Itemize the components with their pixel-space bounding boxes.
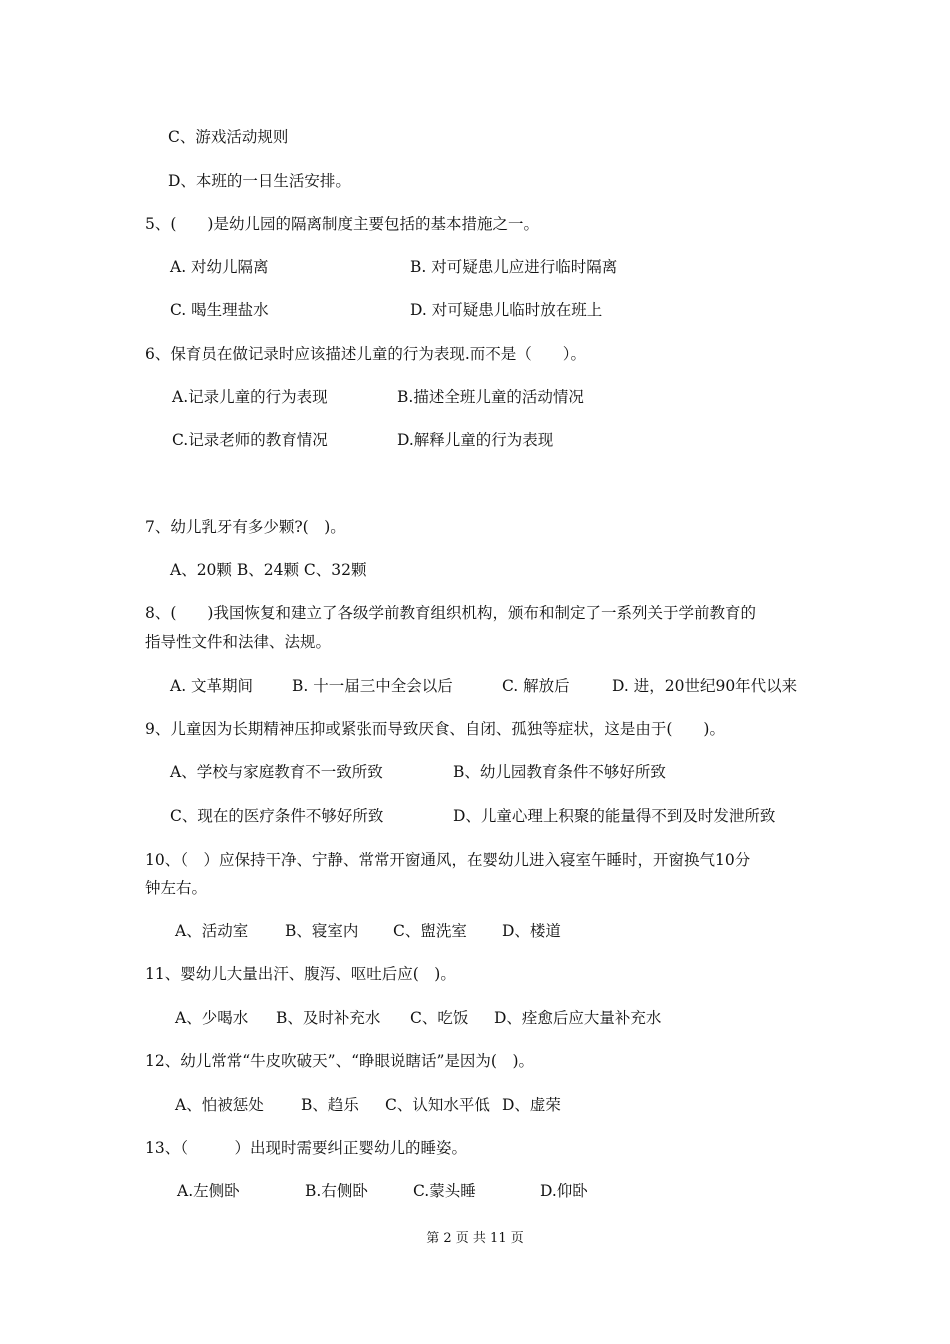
q6-option-d: D.解释儿童的行为表现 xyxy=(397,431,554,449)
q10-option-c: C、盥洗室 xyxy=(393,922,467,940)
q9-option-d: D、儿童心理上积聚的能量得不到及时发泄所致 xyxy=(453,807,776,825)
q10-option-a: A、活动室 xyxy=(175,922,249,940)
q13-option-d: D.仰卧 xyxy=(540,1182,588,1200)
page-footer: 第 2 页 共 11 页 xyxy=(426,1231,524,1246)
q12-option-c: C、认知水平低 xyxy=(385,1096,490,1114)
q8-option-c: C. 解放后 xyxy=(502,677,570,695)
q5-option-b: B. 对可疑患儿应进行临时隔离 xyxy=(410,258,618,276)
q9-option-a: A、学校与家庭教育不一致所致 xyxy=(170,763,383,781)
question-6: 6、保育员在做记录时应该描述儿童的行为表现.而不是（ ）。 xyxy=(145,345,587,363)
q6-option-c: C.记录老师的教育情况 xyxy=(172,431,328,449)
question-9: 9、儿童因为长期精神压抑或紧张而导致厌食、自闭、孤独等症状，这是由于( )。 xyxy=(145,720,725,738)
q5-option-a: A. 对幼儿隔离 xyxy=(170,258,269,276)
q13-option-b: B.右侧卧 xyxy=(305,1182,368,1200)
question-7: 7、幼儿乳牙有多少颗?( )。 xyxy=(145,518,346,536)
q12-option-b: B、趋乐 xyxy=(301,1096,359,1114)
question-13: 13、（ ）出现时需要纠正婴幼儿的睡姿。 xyxy=(145,1139,467,1157)
question-10-line2: 钟左右。 xyxy=(145,879,208,897)
q12-option-a: A、怕被惩处 xyxy=(175,1096,264,1114)
q9-option-b: B、幼儿园教育条件不够好所致 xyxy=(453,763,666,781)
q6-option-b: B.描述全班儿童的活动情况 xyxy=(397,388,584,406)
q11-option-c: C、吃饭 xyxy=(410,1009,469,1027)
q11-option-d: D、痊愈后应大量补充水 xyxy=(494,1009,662,1027)
option-d-prev: D、本班的一日生活安排。 xyxy=(168,172,351,190)
question-8-line2: 指导性文件和法律、法规。 xyxy=(145,633,332,651)
q6-option-a: A.记录儿童的行为表现 xyxy=(172,388,328,406)
q5-option-c: C. 喝生理盐水 xyxy=(170,301,269,319)
question-12: 12、幼儿常常“牛皮吹破天”、“睁眼说瞎话”是因为( )。 xyxy=(145,1052,535,1070)
q8-option-a: A. 文革期间 xyxy=(170,677,254,695)
q10-option-b: B、寝室内 xyxy=(285,922,359,940)
question-10-line1: 10、（ ）应保持干净、宁静、常常开窗通风，在婴幼儿进入寝室午睡时，开窗换气10分 xyxy=(145,851,751,869)
q7-options: A、20颗 B、24颗 C、32颗 xyxy=(170,561,367,579)
q13-option-c: C.蒙头睡 xyxy=(413,1182,476,1200)
q11-option-a: A、少喝水 xyxy=(175,1009,249,1027)
q5-option-d: D. 对可疑患儿临时放在班上 xyxy=(410,301,603,319)
q11-option-b: B、及时补充水 xyxy=(276,1009,381,1027)
option-c-prev: C、游戏活动规则 xyxy=(168,128,289,146)
question-11: 11、婴幼儿大量出汗、腹泻、呕吐后应( )。 xyxy=(145,965,456,983)
q8-option-b: B. 十一届三中全会以后 xyxy=(292,677,453,695)
q12-option-d: D、虚荣 xyxy=(502,1096,561,1114)
question-5: 5、( )是幼儿园的隔离制度主要包括的基本措施之一。 xyxy=(145,215,539,233)
q8-option-d: D. 进，20世纪90年代以来 xyxy=(612,677,798,695)
question-8-line1: 8、( )我国恢复和建立了各级学前教育组织机构，颁布和制定了一系列关于学前教育的 xyxy=(145,604,756,622)
q9-option-c: C、现在的医疗条件不够好所致 xyxy=(170,807,384,825)
q10-option-d: D、楼道 xyxy=(502,922,561,940)
q13-option-a: A.左侧卧 xyxy=(177,1182,240,1200)
